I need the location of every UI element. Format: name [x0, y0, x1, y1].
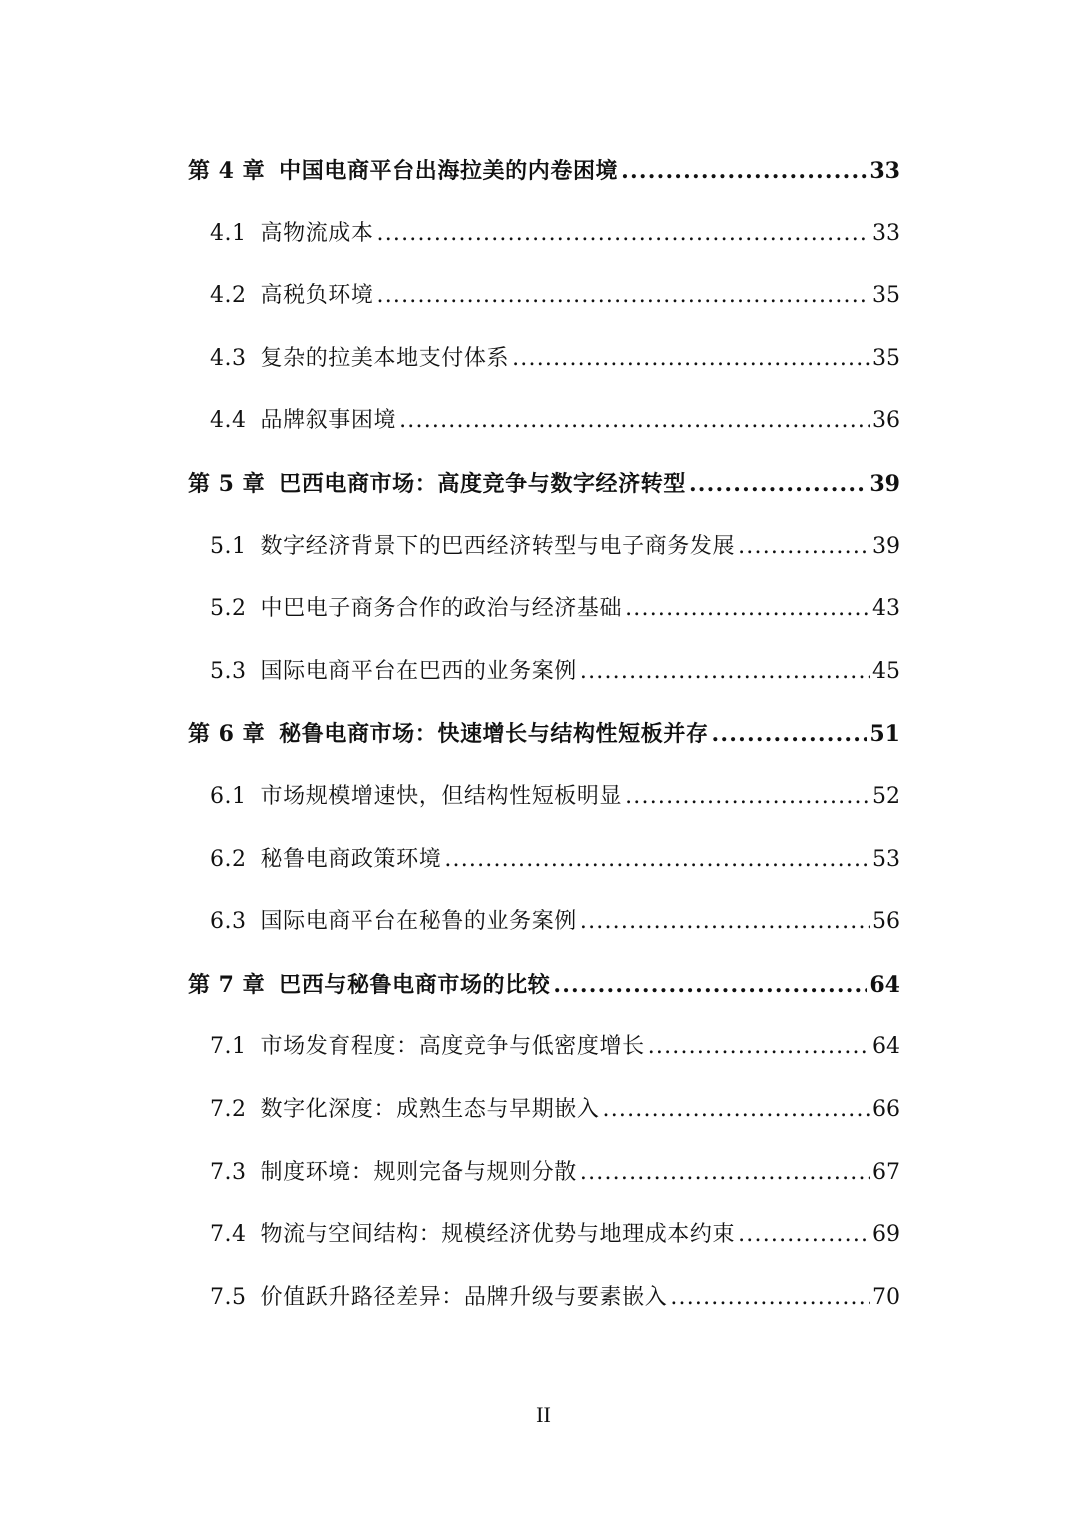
- toc-chapter-5[interactable]: [188, 470, 900, 536]
- toc-number: 4.3: [210, 345, 247, 371]
- dot-leader: [621, 160, 867, 182]
- toc-page-number: 66: [872, 1096, 900, 1122]
- toc-section-7-2[interactable]: [188, 1096, 900, 1162]
- dot-leader: [625, 786, 870, 808]
- toc-title: 市场发育程度：高度竞争与低密度增长: [260, 1034, 645, 1060]
- toc-page-number: 69: [872, 1222, 900, 1248]
- toc-section-4-2[interactable]: [188, 285, 900, 348]
- toc-number: 5.3: [210, 658, 247, 684]
- toc-page-number: 53: [872, 846, 900, 872]
- page-footer-number: II: [536, 1402, 551, 1427]
- toc-page-number: 45: [872, 658, 900, 684]
- toc-section-7-3[interactable]: [188, 1159, 900, 1225]
- toc-number: 4.1: [210, 220, 247, 246]
- toc-number: 7.2: [210, 1096, 247, 1122]
- toc-page-number: 33: [872, 220, 900, 246]
- toc-chapter-7[interactable]: [188, 971, 900, 1037]
- toc-title: 中巴电子商务合作的政治与经济基础: [260, 596, 623, 622]
- toc-title: 高物流成本: [260, 220, 374, 246]
- dot-leader: [712, 723, 868, 745]
- toc-title: 国际电商平台在秘鲁的业务案例: [260, 909, 577, 935]
- toc-title: 高税负环境: [260, 283, 374, 309]
- toc-number: 6.1: [210, 783, 247, 809]
- toc-page-number: 51: [869, 721, 900, 748]
- dot-leader: [580, 1162, 870, 1184]
- dot-leader: [553, 974, 867, 996]
- toc-page-number: 56: [872, 909, 900, 935]
- toc-page-number: 64: [869, 971, 900, 998]
- toc-section-7-1[interactable]: [188, 1036, 900, 1099]
- toc-section-5-3[interactable]: [188, 658, 900, 724]
- dot-leader: [444, 849, 870, 871]
- toc-number: 第 7 章: [188, 971, 266, 998]
- toc-section-5-2[interactable]: [188, 598, 900, 661]
- toc-page-number: 33: [869, 158, 900, 184]
- toc-page-number: 39: [872, 533, 900, 559]
- toc-title: 秘鲁电商政策环境: [260, 846, 442, 872]
- toc-section-4-1[interactable]: [188, 220, 900, 286]
- dot-leader: [399, 410, 870, 432]
- toc-title: 国际电商平台在巴西的业务案例: [260, 658, 577, 684]
- toc-chapter-6[interactable]: [188, 723, 900, 786]
- toc-number: 5.1: [210, 533, 247, 559]
- toc-section-6-1[interactable]: [188, 783, 900, 849]
- toc-page-number: 35: [872, 345, 900, 371]
- dot-leader: [603, 1099, 870, 1121]
- toc-page-number: 43: [872, 596, 900, 622]
- toc-number: 7.5: [210, 1284, 247, 1310]
- toc-section-6-2[interactable]: [188, 846, 900, 912]
- toc-number: 第 4 章: [188, 158, 266, 184]
- dot-leader: [689, 473, 867, 495]
- toc-page-number: 39: [869, 470, 900, 497]
- toc-number: 7.1: [210, 1034, 247, 1060]
- toc-number: 5.2: [210, 596, 247, 622]
- toc-title: 制度环境：规则完备与规则分散: [260, 1159, 577, 1185]
- dot-leader: [625, 598, 870, 620]
- toc-page-number: 67: [872, 1159, 900, 1185]
- dot-leader: [648, 1036, 870, 1058]
- toc-section-7-4[interactable]: [188, 1224, 900, 1287]
- toc-page-number: 64: [872, 1034, 900, 1060]
- toc-number: 4.4: [210, 408, 247, 434]
- dot-leader: [738, 1224, 870, 1246]
- dot-leader: [512, 348, 870, 370]
- toc-section-4-4[interactable]: [188, 410, 900, 473]
- toc-title: 价值跃升路径差异：品牌升级与要素嵌入: [260, 1284, 668, 1310]
- toc-title: 品牌叙事困境: [260, 408, 397, 434]
- toc-page-number: 35: [872, 283, 900, 309]
- toc-number: 第 6 章: [188, 721, 266, 748]
- toc-section-4-3[interactable]: [188, 345, 900, 411]
- toc-title: 巴西与秘鲁电商市场的比较: [279, 971, 551, 998]
- toc-title: 物流与空间结构：规模经济优势与地理成本约束: [260, 1222, 736, 1248]
- toc-title: 复杂的拉美本地支付体系: [260, 345, 510, 371]
- dot-leader: [670, 1287, 870, 1309]
- table-of-contents: [188, 160, 900, 1349]
- toc-title: 中国电商平台出海拉美的内卷困境: [279, 158, 619, 184]
- dot-leader: [738, 536, 870, 558]
- toc-section-6-3[interactable]: [188, 911, 900, 974]
- toc-title: 数字化深度：成熟生态与早期嵌入: [260, 1096, 600, 1122]
- toc-number: 6.2: [210, 846, 247, 872]
- toc-number: 7.4: [210, 1222, 247, 1248]
- toc-page-number: 36: [872, 408, 900, 434]
- toc-title: 秘鲁电商市场：快速增长与结构性短板并存: [279, 721, 709, 748]
- dot-leader: [580, 911, 870, 933]
- toc-chapter-4[interactable]: [188, 160, 900, 223]
- dot-leader: [377, 285, 870, 307]
- toc-number: 第 5 章: [188, 470, 266, 497]
- toc-number: 7.3: [210, 1159, 247, 1185]
- toc-page-number: 52: [872, 783, 900, 809]
- toc-number: 6.3: [210, 909, 247, 935]
- toc-section-5-1[interactable]: [188, 533, 900, 599]
- toc-title: 巴西电商市场：高度竞争与数字经济转型: [279, 470, 686, 497]
- toc-title: 市场规模增速快，但结构性短板明显: [260, 783, 623, 809]
- toc-page-number: 70: [872, 1284, 900, 1310]
- toc-section-7-5[interactable]: [188, 1284, 900, 1350]
- dot-leader: [580, 661, 870, 683]
- dot-leader: [377, 223, 870, 245]
- toc-title: 数字经济背景下的巴西经济转型与电子商务发展: [260, 533, 736, 559]
- toc-number: 4.2: [210, 283, 247, 309]
